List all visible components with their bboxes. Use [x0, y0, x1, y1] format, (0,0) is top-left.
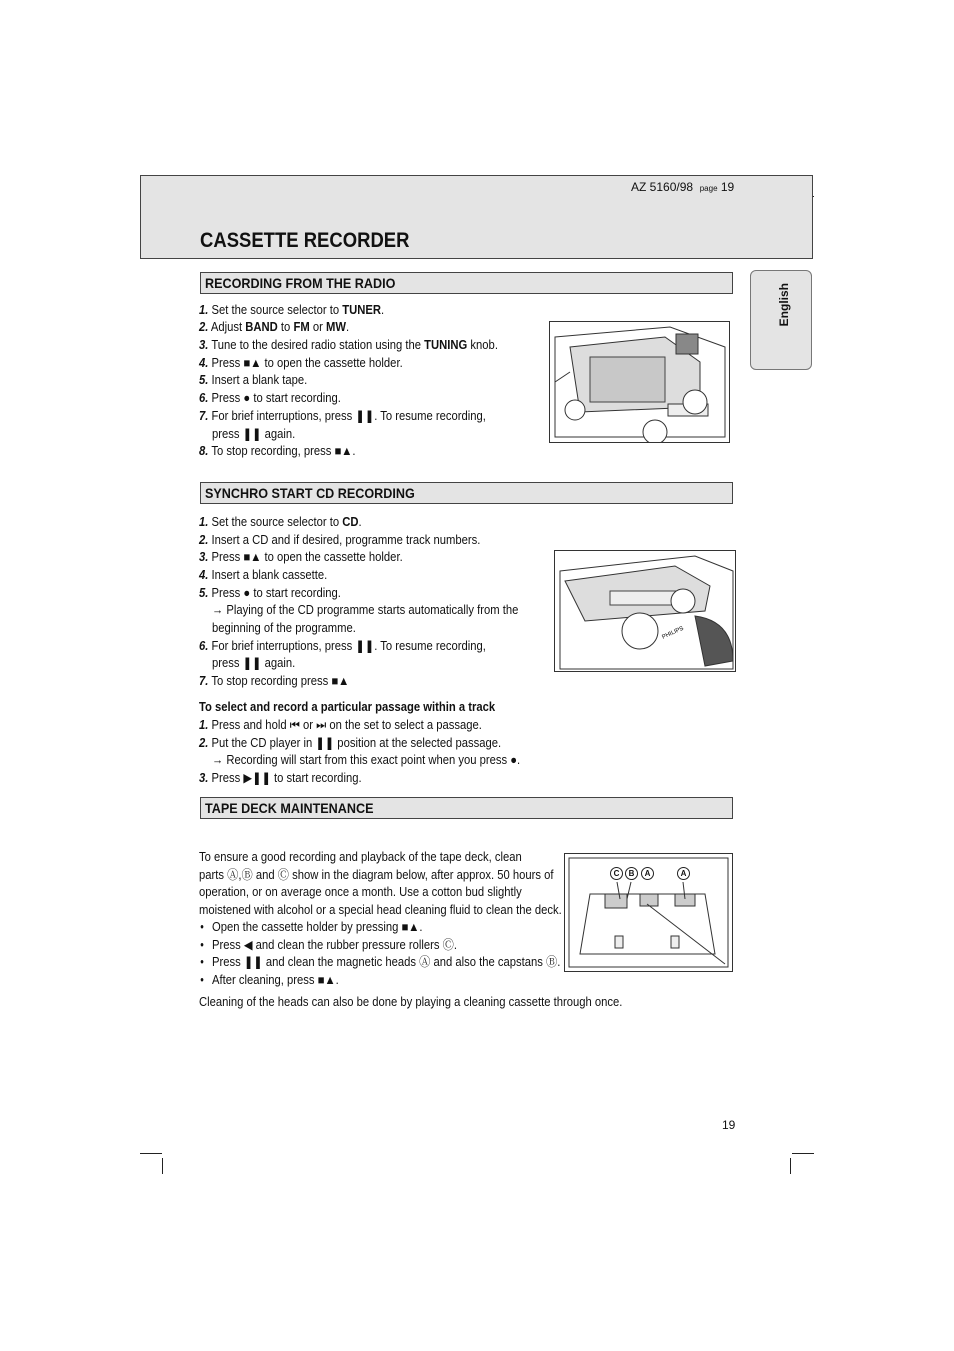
- step-line: [199, 391, 341, 406]
- step-number: 4.: [199, 568, 209, 582]
- boombox-illustration: [555, 551, 735, 671]
- diagram-label: A: [641, 867, 654, 880]
- step-number: 4.: [199, 356, 209, 370]
- step-number: 1.: [199, 515, 209, 529]
- intro-line: moistened with alcohol or a special head cleaning fluid to clean the deck.: [199, 902, 562, 917]
- step-number: 7.: [199, 674, 209, 688]
- bullet-item: Press ◀ and clean the rubber pressure rollers Ⓒ. •: [200, 937, 458, 952]
- bold-term: TUNING: [424, 338, 468, 352]
- diagram-label: A: [677, 867, 690, 880]
- step-text: beginning of the programme.: [212, 621, 356, 635]
- step-text: To stop recording press ■▲: [211, 674, 350, 688]
- step-line: [199, 356, 403, 371]
- step-line: [199, 674, 349, 689]
- radio-device-figure: [549, 321, 730, 443]
- bold-term: TUNER: [342, 303, 381, 317]
- bullet-dot: •: [200, 955, 204, 970]
- step-number: 3.: [199, 550, 209, 564]
- step-number: 5.: [199, 373, 209, 387]
- step-text: Press and hold ⏮ or ⏭ on the set to select a passage.: [211, 718, 482, 732]
- step-text: press ❚❚ again.: [212, 427, 296, 441]
- crop-mark: [162, 1158, 163, 1174]
- step-line: [199, 639, 486, 654]
- step-line: [212, 656, 295, 671]
- step-line: [212, 427, 295, 442]
- step-text: Adjust: [210, 320, 246, 334]
- step-text: .: [380, 303, 385, 317]
- step-number: 2.: [199, 736, 209, 750]
- section-heading-radio: RECORDING FROM THE RADIO: [200, 272, 733, 294]
- step-line: [199, 515, 362, 530]
- bullet-item: Press ❚❚ and clean the magnetic heads Ⓐ and also the capstans Ⓑ. •: [200, 955, 561, 970]
- bullet-dot: •: [200, 972, 204, 987]
- bullet-item: After cleaning, press ■▲. •: [200, 972, 339, 987]
- step-text: To stop recording, press ■▲.: [211, 444, 356, 458]
- bold-term: CD: [342, 515, 359, 529]
- step-number: 1.: [199, 303, 209, 317]
- step-text: press ❚❚ again.: [212, 656, 296, 670]
- crop-mark: [792, 1153, 814, 1154]
- language-tab: [750, 270, 812, 370]
- bullet-dot: •: [200, 920, 204, 934]
- step-line: [199, 338, 498, 353]
- step-text: .: [345, 320, 350, 334]
- section-heading-synchro: SYNCHRO START CD RECORDING: [200, 482, 733, 504]
- step-line: [199, 373, 307, 388]
- maintenance-footer: Cleaning of the heads can also be done by playing a cleaning cassette through once.: [199, 995, 623, 1009]
- step-line: [199, 444, 356, 459]
- step-line: [212, 603, 518, 618]
- step-number: 3.: [199, 771, 209, 785]
- intro-line: parts Ⓐ,Ⓑ and Ⓒ show in the diagram below, after approx. 50 hours of: [199, 867, 554, 882]
- crop-mark: [140, 1153, 162, 1154]
- section-heading-maintenance: TAPE DECK MAINTENANCE: [200, 797, 733, 819]
- step-text: Press ■▲ to open the cassette holder.: [211, 550, 403, 564]
- step-text: → Recording will start from this exact point when you press ●.: [212, 753, 521, 767]
- step-line: [199, 771, 362, 786]
- step-text: Set the source selector to: [211, 515, 343, 529]
- step-number: 6.: [199, 391, 209, 405]
- step-line: [199, 550, 403, 565]
- step-text: to: [277, 320, 294, 334]
- step-text: Insert a CD and if desired, programme track numbers.: [211, 533, 481, 547]
- page-title: CASSETTE RECORDER: [200, 229, 410, 252]
- step-text: Tune to the desired radio station using the: [211, 338, 425, 352]
- step-line: [212, 753, 520, 768]
- step-text: Set the source selector to: [211, 303, 343, 317]
- step-text: Press ■▲ to open the cassette holder.: [211, 356, 403, 370]
- step-text: For brief interruptions, press ❚❚. To resume recording,: [211, 409, 486, 423]
- page-number: 19: [722, 1118, 736, 1132]
- step-number: 7.: [199, 409, 209, 423]
- step-line: [199, 736, 501, 751]
- step-line: [199, 533, 480, 548]
- step-text: Press ● to start recording.: [211, 586, 341, 600]
- step-line: [212, 621, 356, 636]
- step-text: .: [358, 515, 362, 529]
- step-line: [199, 409, 486, 424]
- bullet-item: Open the cassette holder by pressing ■▲. •: [200, 920, 423, 934]
- step-text: Put the CD player in ❚❚ position at the selected passage.: [211, 736, 502, 750]
- step-text: Insert a blank cassette.: [211, 568, 328, 582]
- bold-term: FM: [293, 320, 310, 334]
- step-line: [199, 303, 384, 318]
- step-number: 2.: [199, 533, 209, 547]
- passage-heading: To select and record a particular passage within a track: [199, 700, 496, 714]
- bold-term: MW: [325, 320, 346, 334]
- step-text: or: [309, 320, 326, 334]
- model-ref: AZ 5160/98 page 19: [631, 180, 735, 194]
- step-text: Press ● to start recording.: [211, 391, 341, 405]
- boombox-illustration: [550, 322, 729, 442]
- step-text: For brief interruptions, press ❚❚. To resume recording,: [211, 639, 486, 653]
- step-number: 5.: [199, 586, 209, 600]
- figure-brand: PHILIPS: [661, 625, 685, 641]
- tape-deck-diagram: [564, 853, 733, 972]
- step-text: knob.: [467, 338, 498, 352]
- step-number: 8.: [199, 444, 209, 458]
- step-line: [199, 568, 327, 583]
- language-label: English: [777, 283, 791, 327]
- step-line: [199, 320, 349, 335]
- step-number: 3.: [199, 338, 209, 352]
- step-line: [199, 586, 341, 601]
- step-number: 2.: [199, 320, 209, 334]
- intro-line: operation, or on average once a month. Use a cotton bud slightly: [199, 885, 522, 900]
- step-text: → Playing of the CD programme starts automatically from the: [212, 603, 519, 617]
- diagram-label: C: [610, 867, 623, 880]
- step-number: 1.: [199, 718, 209, 732]
- bold-term: BAND: [245, 320, 278, 334]
- synchro-device-figure: [554, 550, 736, 672]
- step-number: 6.: [199, 639, 209, 653]
- diagram-label: B: [625, 867, 638, 880]
- step-line: [199, 718, 482, 733]
- intro-line: To ensure a good recording and playback of the tape deck, clean: [199, 850, 522, 864]
- step-text: Press ▶❚❚ to start recording.: [211, 771, 362, 785]
- crop-mark: [790, 1158, 791, 1174]
- bullet-dot: •: [200, 937, 204, 952]
- step-text: Insert a blank tape.: [211, 373, 308, 387]
